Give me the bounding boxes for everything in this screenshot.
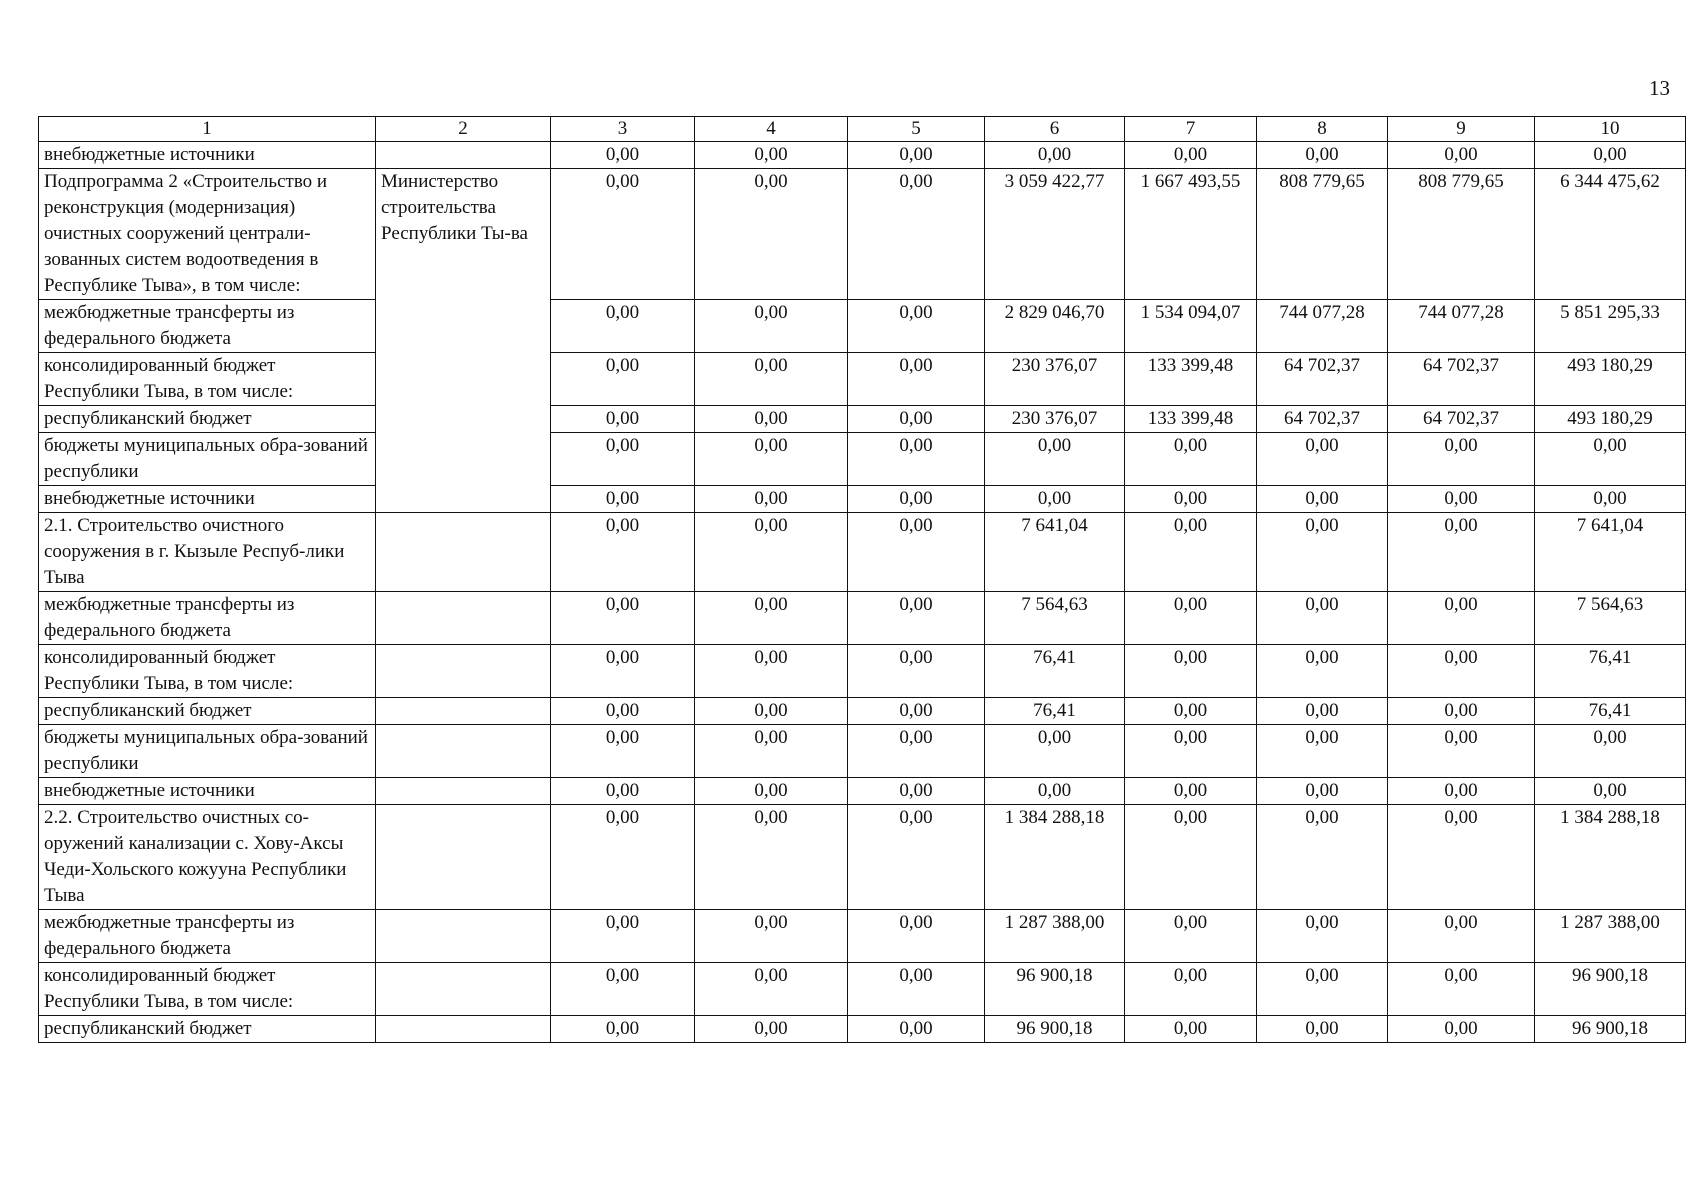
row-executor [376,513,551,592]
value-cell: 0,00 [848,486,985,513]
table-row [39,1016,1686,1043]
value-cell: 230 376,07 [985,406,1125,433]
row-executor [376,725,551,778]
value-cell: 64 702,37 [1388,353,1535,406]
table-row [39,910,1686,963]
value-cell: 0,00 [1388,963,1535,1016]
value-cell: 96 900,18 [985,1016,1125,1043]
value-cell: 0,00 [848,169,985,300]
value-cell: 0,00 [551,698,695,725]
value-cell: 0,00 [1388,142,1535,169]
value-cell: 1 534 094,07 [1125,300,1257,353]
value-cell: 0,00 [985,142,1125,169]
table-row [39,353,1686,406]
value-cell: 64 702,37 [1257,353,1388,406]
value-cell: 0,00 [848,963,985,1016]
row-name: бюджеты муниципальных обра-зований республики [39,725,376,778]
value-cell: 7 564,63 [985,592,1125,645]
value-cell: 0,00 [695,645,848,698]
row-executor [376,1016,551,1043]
value-cell: 0,00 [848,698,985,725]
value-cell: 0,00 [848,353,985,406]
value-cell: 0,00 [1535,778,1686,805]
value-cell: 76,41 [985,698,1125,725]
value-cell: 0,00 [1257,592,1388,645]
table-row [39,486,1686,513]
value-cell: 0,00 [1257,725,1388,778]
value-cell: 96 900,18 [1535,1016,1686,1043]
value-cell: 0,00 [848,910,985,963]
value-cell: 0,00 [551,910,695,963]
row-executor [376,142,551,169]
value-cell: 1 384 288,18 [1535,805,1686,910]
value-cell: 0,00 [695,300,848,353]
value-cell: 0,00 [695,406,848,433]
row-name: Подпрограмма 2 «Строительство и реконструкция (модернизация) очистных сооружений централи-зованных систем водоотведения в Республике Тыва», в том числе: [39,169,376,300]
value-cell: 0,00 [1388,805,1535,910]
value-cell: 0,00 [551,486,695,513]
value-cell: 744 077,28 [1257,300,1388,353]
column-header: 3 [551,117,695,142]
value-cell: 0,00 [1125,963,1257,1016]
table-row [39,433,1686,486]
column-header: 6 [985,117,1125,142]
value-cell: 0,00 [1257,963,1388,1016]
column-header: 9 [1388,117,1535,142]
table-row [39,169,1686,300]
value-cell: 96 900,18 [985,963,1125,1016]
row-executor [376,645,551,698]
value-cell: 133 399,48 [1125,353,1257,406]
column-header: 2 [376,117,551,142]
value-cell: 76,41 [1535,698,1686,725]
value-cell: 0,00 [1535,486,1686,513]
value-cell: 0,00 [848,300,985,353]
value-cell: 5 851 295,33 [1535,300,1686,353]
value-cell: 0,00 [848,805,985,910]
value-cell: 0,00 [551,300,695,353]
value-cell: 0,00 [985,778,1125,805]
value-cell: 0,00 [695,433,848,486]
value-cell: 0,00 [695,142,848,169]
table-row [39,300,1686,353]
value-cell: 0,00 [1388,778,1535,805]
row-name: межбюджетные трансферты из федерального бюджета [39,910,376,963]
value-cell: 0,00 [848,513,985,592]
value-cell: 0,00 [848,1016,985,1043]
page-number: 13 [1649,76,1670,100]
value-cell: 0,00 [848,645,985,698]
value-cell: 0,00 [695,963,848,1016]
row-name: республиканский бюджет [39,406,376,433]
row-name: консолидированный бюджет Республики Тыва, в том числе: [39,353,376,406]
value-cell: 0,00 [1388,592,1535,645]
column-header: 10 [1535,117,1686,142]
value-cell: 0,00 [1125,698,1257,725]
value-cell: 0,00 [848,406,985,433]
table-row [39,963,1686,1016]
value-cell: 0,00 [695,778,848,805]
value-cell: 3 059 422,77 [985,169,1125,300]
value-cell: 0,00 [1257,1016,1388,1043]
value-cell: 0,00 [1535,142,1686,169]
value-cell: 2 829 046,70 [985,300,1125,353]
value-cell: 0,00 [695,486,848,513]
value-cell: 0,00 [848,142,985,169]
value-cell: 0,00 [1535,725,1686,778]
row-name: внебюджетные источники [39,486,376,513]
value-cell: 0,00 [551,805,695,910]
value-cell: 744 077,28 [1388,300,1535,353]
value-cell: 7 641,04 [985,513,1125,592]
row-executor [376,963,551,1016]
value-cell: 0,00 [1125,142,1257,169]
value-cell: 64 702,37 [1388,406,1535,433]
row-name: консолидированный бюджет Республики Тыва, в том числе: [39,645,376,698]
value-cell: 0,00 [551,142,695,169]
value-cell: 0,00 [1388,910,1535,963]
value-cell: 0,00 [1125,805,1257,910]
value-cell: 76,41 [985,645,1125,698]
column-header: 1 [39,117,376,142]
value-cell: 493 180,29 [1535,406,1686,433]
row-name: республиканский бюджет [39,1016,376,1043]
value-cell: 808 779,65 [1257,169,1388,300]
value-cell: 0,00 [1125,592,1257,645]
value-cell: 0,00 [695,592,848,645]
value-cell: 0,00 [551,353,695,406]
table-row [39,645,1686,698]
value-cell: 0,00 [1257,778,1388,805]
value-cell: 0,00 [551,1016,695,1043]
row-name: межбюджетные трансферты из федерального бюджета [39,300,376,353]
table-row [39,698,1686,725]
value-cell: 1 287 388,00 [985,910,1125,963]
value-cell: 0,00 [1257,142,1388,169]
row-name: межбюджетные трансферты из федерального бюджета [39,592,376,645]
value-cell: 0,00 [1535,433,1686,486]
value-cell: 0,00 [1388,698,1535,725]
value-cell: 0,00 [1125,513,1257,592]
value-cell: 0,00 [551,645,695,698]
column-header: 4 [695,117,848,142]
value-cell: 6 344 475,62 [1535,169,1686,300]
value-cell: 0,00 [1388,513,1535,592]
value-cell: 0,00 [695,513,848,592]
column-number-row [39,117,1686,142]
column-header: 8 [1257,117,1388,142]
value-cell: 0,00 [695,910,848,963]
value-cell: 0,00 [551,513,695,592]
value-cell: 0,00 [1257,910,1388,963]
value-cell: 0,00 [848,725,985,778]
value-cell: 64 702,37 [1257,406,1388,433]
value-cell: 0,00 [1125,910,1257,963]
value-cell: 133 399,48 [1125,406,1257,433]
value-cell: 0,00 [1125,486,1257,513]
value-cell: 0,00 [551,406,695,433]
value-cell: 7 641,04 [1535,513,1686,592]
value-cell: 0,00 [1125,778,1257,805]
row-executor: Министерство строительства Республики Ты-ва [376,169,551,513]
row-name: внебюджетные источники [39,142,376,169]
budget-table [38,116,1686,1043]
value-cell: 493 180,29 [1535,353,1686,406]
table-row [39,513,1686,592]
value-cell: 0,00 [695,805,848,910]
value-cell: 0,00 [848,592,985,645]
row-executor [376,910,551,963]
value-cell: 230 376,07 [985,353,1125,406]
value-cell: 0,00 [551,592,695,645]
value-cell: 0,00 [1257,805,1388,910]
value-cell: 0,00 [1257,433,1388,486]
row-executor [376,805,551,910]
table-row [39,406,1686,433]
value-cell: 0,00 [695,1016,848,1043]
value-cell: 7 564,63 [1535,592,1686,645]
value-cell: 1 667 493,55 [1125,169,1257,300]
value-cell: 96 900,18 [1535,963,1686,1016]
column-header: 7 [1125,117,1257,142]
row-name: республиканский бюджет [39,698,376,725]
table-row [39,142,1686,169]
value-cell: 0,00 [551,963,695,1016]
value-cell: 0,00 [1125,1016,1257,1043]
value-cell: 0,00 [1125,433,1257,486]
value-cell: 0,00 [848,433,985,486]
row-executor [376,698,551,725]
row-executor [376,592,551,645]
value-cell: 0,00 [551,778,695,805]
value-cell: 0,00 [1125,725,1257,778]
row-executor [376,778,551,805]
value-cell: 0,00 [985,433,1125,486]
value-cell: 0,00 [1388,433,1535,486]
value-cell: 0,00 [985,486,1125,513]
row-name: консолидированный бюджет Республики Тыва, в том числе: [39,963,376,1016]
value-cell: 0,00 [551,433,695,486]
value-cell: 0,00 [695,169,848,300]
value-cell: 0,00 [1125,645,1257,698]
value-cell: 0,00 [1257,486,1388,513]
row-name: 2.2. Строительство очистных со-оружений канализации с. Хову-Аксы Чеди-Хольского кожууна Республики Тыва [39,805,376,910]
value-cell: 1 287 388,00 [1535,910,1686,963]
table-row [39,778,1686,805]
table-row [39,725,1686,778]
value-cell: 0,00 [1388,645,1535,698]
value-cell: 0,00 [985,725,1125,778]
value-cell: 808 779,65 [1388,169,1535,300]
value-cell: 0,00 [1388,486,1535,513]
value-cell: 0,00 [695,353,848,406]
value-cell: 0,00 [1257,698,1388,725]
value-cell: 0,00 [551,725,695,778]
value-cell: 1 384 288,18 [985,805,1125,910]
row-name: внебюджетные источники [39,778,376,805]
value-cell: 0,00 [695,698,848,725]
value-cell: 0,00 [848,778,985,805]
value-cell: 0,00 [1388,725,1535,778]
column-header: 5 [848,117,985,142]
row-name: 2.1. Строительство очистного сооружения в г. Кызыле Респуб-лики Тыва [39,513,376,592]
value-cell: 0,00 [1257,645,1388,698]
value-cell: 0,00 [1257,513,1388,592]
value-cell: 0,00 [551,169,695,300]
value-cell: 0,00 [1388,1016,1535,1043]
value-cell: 76,41 [1535,645,1686,698]
table-row [39,805,1686,910]
row-name: бюджеты муниципальных обра-зований республики [39,433,376,486]
value-cell: 0,00 [695,725,848,778]
table-row [39,592,1686,645]
